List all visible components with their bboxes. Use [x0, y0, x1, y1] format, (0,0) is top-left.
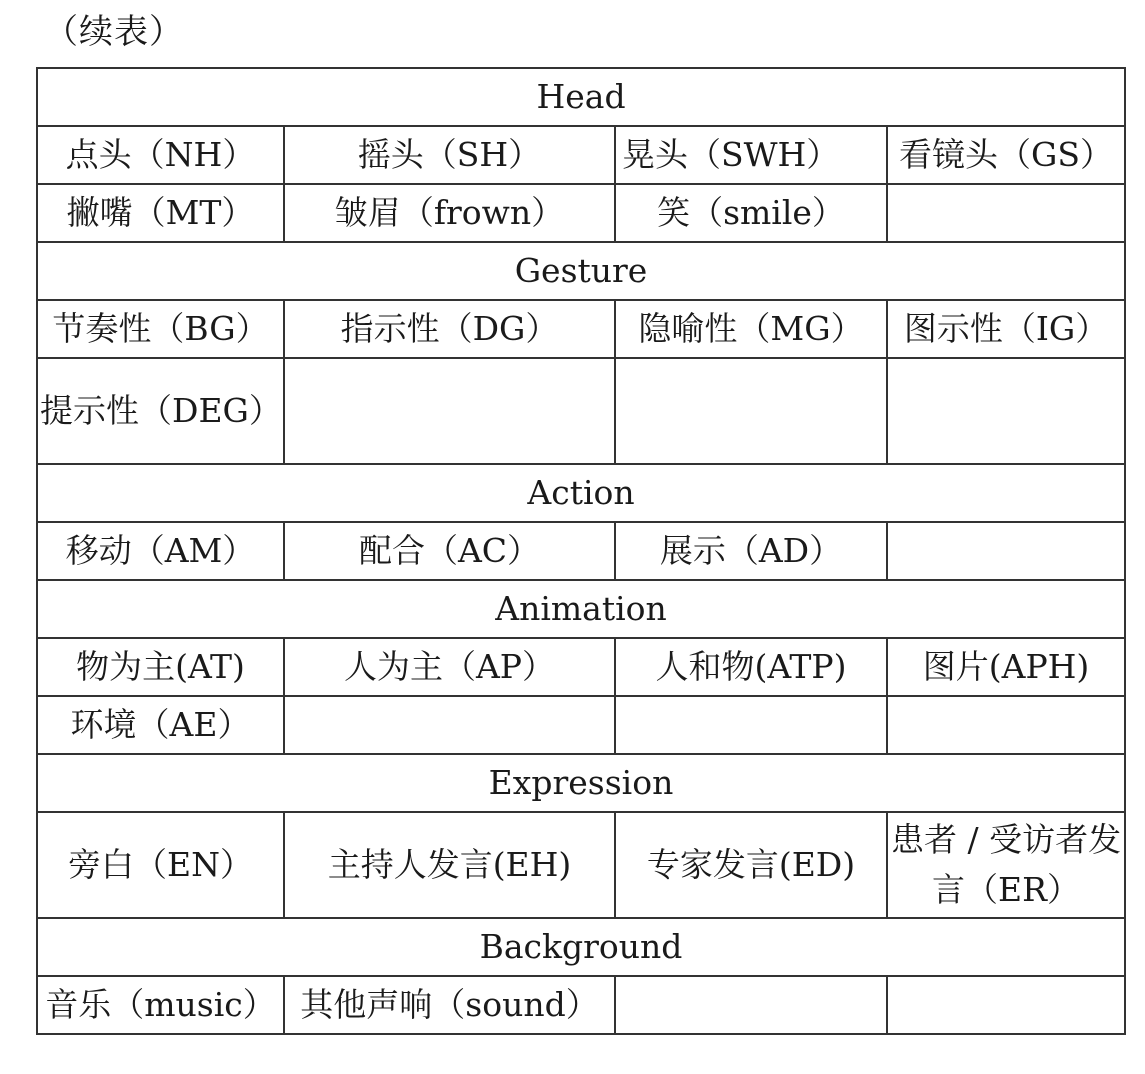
coding-scheme-table	[36, 67, 1126, 1035]
table-cell: 撇嘴（MT）	[37, 184, 284, 242]
section-title-action: Action	[37, 464, 1125, 522]
table-cell: 摇头（SH）	[284, 126, 615, 184]
table-cell: 移动（AM）	[37, 522, 284, 580]
table-row	[37, 522, 1125, 580]
section-header-row	[37, 464, 1125, 522]
table-cell: 皱眉（frown）	[284, 184, 615, 242]
section-header-row	[37, 918, 1125, 976]
table-cell: 笑（smile）	[615, 184, 887, 242]
section-header-row	[37, 580, 1125, 638]
table-cell-empty	[615, 358, 887, 464]
table-cell: 旁白（EN）	[37, 812, 284, 918]
table-cell: 配合（AC）	[284, 522, 615, 580]
table-cell: 物为主(AT)	[37, 638, 284, 696]
table-cell: 主持人发言(EH)	[284, 812, 615, 918]
table-cell: 环境（AE）	[37, 696, 284, 754]
table-cell: 人和物(ATP)	[615, 638, 887, 696]
table-caption: （续表）	[44, 12, 184, 52]
section-title-expression: Expression	[37, 754, 1125, 812]
table-row	[37, 638, 1125, 696]
table-cell: 其他声响（sound）	[284, 976, 615, 1034]
table-cell-empty	[887, 696, 1125, 754]
table-cell: 晃头（SWH）	[615, 126, 887, 184]
table-row	[37, 358, 1125, 464]
table-row	[37, 696, 1125, 754]
table-cell: 节奏性（BG）	[37, 300, 284, 358]
section-title-gesture: Gesture	[37, 242, 1125, 300]
table-cell-empty	[887, 184, 1125, 242]
table-row	[37, 126, 1125, 184]
section-header-row	[37, 68, 1125, 126]
table-cell: 点头（NH）	[37, 126, 284, 184]
table-cell: 隐喻性（MG）	[615, 300, 887, 358]
table-cell-empty	[284, 358, 615, 464]
table-cell: 音乐（music）	[37, 976, 284, 1034]
table-cell: 患者 / 受访者发言（ER）	[887, 812, 1125, 918]
table-cell: 展示（AD）	[615, 522, 887, 580]
table-cell: 人为主（AP）	[284, 638, 615, 696]
table-cell: 看镜头（GS）	[887, 126, 1125, 184]
section-title-animation: Animation	[37, 580, 1125, 638]
table-cell-empty	[615, 976, 887, 1034]
section-title-head: Head	[37, 68, 1125, 126]
table-cell: 图示性（IG）	[887, 300, 1125, 358]
section-header-row	[37, 754, 1125, 812]
table-row	[37, 184, 1125, 242]
table-row	[37, 976, 1125, 1034]
table-row	[37, 812, 1125, 918]
table-row	[37, 300, 1125, 358]
table-cell: 图片(APH)	[887, 638, 1125, 696]
table-cell: 提示性（DEG）	[37, 358, 284, 464]
table-cell-empty	[284, 696, 615, 754]
table-cell-empty	[887, 976, 1125, 1034]
section-header-row	[37, 242, 1125, 300]
table-cell: 专家发言(ED)	[615, 812, 887, 918]
table-cell-empty	[887, 358, 1125, 464]
table-cell-empty	[615, 696, 887, 754]
section-title-background: Background	[37, 918, 1125, 976]
table-cell: 指示性（DG）	[284, 300, 615, 358]
table-cell-empty	[887, 522, 1125, 580]
